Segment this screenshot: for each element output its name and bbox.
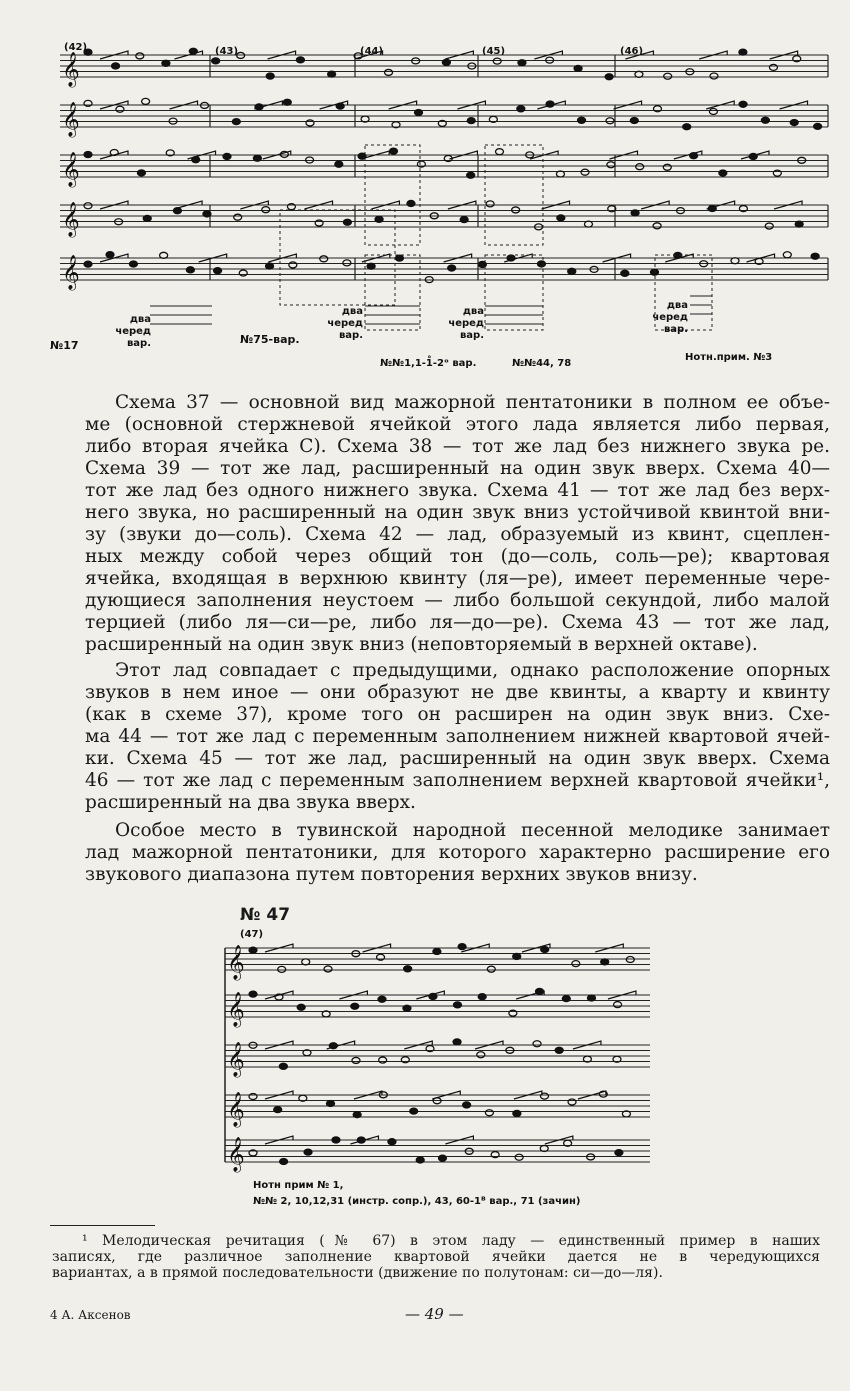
note-head	[306, 157, 314, 163]
note-head	[630, 118, 638, 124]
note-head	[601, 959, 609, 965]
note-head	[266, 73, 274, 79]
note-head	[487, 966, 495, 972]
note-head	[739, 101, 747, 107]
page-number: — 49 —	[405, 1305, 464, 1323]
note-head	[433, 949, 441, 955]
note-head	[533, 1041, 541, 1047]
example-label: № 47	[240, 905, 291, 925]
note-head	[761, 117, 769, 123]
note-head	[515, 1154, 523, 1160]
text-line: Особое место в тувинской народной песенной мелодике занимает	[115, 820, 830, 841]
note-head	[621, 270, 629, 276]
note-head	[395, 255, 403, 261]
treble-clef-icon: 𝄞	[227, 992, 245, 1027]
note-head	[719, 170, 727, 176]
text-line: расширенный на два звука вверх.	[85, 792, 416, 813]
note-head	[555, 1047, 563, 1053]
note-head	[478, 994, 486, 1000]
note-head	[375, 216, 383, 222]
note-head	[574, 65, 582, 71]
note-head	[541, 947, 549, 953]
note-head	[636, 164, 644, 170]
treble-clef-icon: 𝄞	[62, 102, 80, 137]
note-head	[203, 211, 211, 217]
note-head	[635, 71, 643, 77]
note-head	[388, 1139, 396, 1145]
example-caption-2: №№ 2, 10,12,31 (инстр. сопр.), 43, 60-1ᴮ вар., 71 (зачин)	[253, 1196, 581, 1207]
note-head	[512, 207, 520, 213]
note-head	[572, 961, 580, 967]
text-line: ме (основной стержневой ячейкой этого лада является либо первая,	[85, 414, 830, 435]
footnote-rule	[50, 1225, 155, 1226]
measure-number: (46)	[620, 46, 644, 57]
variant-label: два черед вар.	[652, 300, 688, 335]
text-line: зу (звуки до—соль). Схема 42 — лад, образуемый из квинт, сцеплен-	[85, 524, 830, 545]
note-head	[234, 214, 242, 220]
text-line: Схема 37 — основной вид мажорной пентатоники в полном ее объе-	[115, 392, 830, 413]
note-head	[129, 261, 137, 267]
footnote	[52, 1233, 820, 1281]
text-line: дующиеся заполнения неустоем — либо большой секундой, либо малой	[85, 590, 830, 611]
note-head	[283, 99, 291, 105]
measure-number: (42)	[64, 42, 88, 53]
note-head	[353, 1112, 361, 1118]
note-head	[683, 124, 691, 130]
note-head	[352, 1057, 360, 1063]
text-line: ма 44 — тот же лад с переменным заполнением нижней квартовой ячей-	[85, 726, 830, 747]
note-head	[513, 1110, 521, 1116]
note-head	[262, 207, 270, 213]
treble-clef-icon: 𝄞	[62, 202, 80, 237]
note-head	[517, 106, 525, 112]
note-head	[379, 1057, 387, 1063]
note-head	[287, 204, 295, 210]
note-head	[615, 1150, 623, 1156]
note-head	[739, 49, 747, 55]
treble-clef-icon: 𝄞	[227, 1092, 245, 1127]
treble-clef-icon: 𝄞	[227, 1042, 245, 1077]
note-head	[232, 119, 240, 125]
measure-number: (44)	[360, 46, 384, 57]
note-head	[274, 1107, 282, 1113]
text-line: терцией (либо ля—си—ре, либо ля—до—ре). Схема 43 — тот же лад,	[85, 612, 830, 633]
note-head	[467, 172, 475, 178]
note-head	[367, 263, 375, 269]
note-head	[335, 161, 343, 167]
note-head	[518, 60, 526, 66]
note-head	[112, 63, 120, 69]
note-head	[137, 170, 145, 176]
note-head	[537, 261, 545, 267]
note-head	[607, 162, 615, 168]
note-head	[306, 120, 314, 126]
note-head	[320, 256, 328, 262]
text-line: ячейка, входящая в верхнюю квинту (ля—ре), имеет переменные чере-	[85, 568, 830, 589]
treble-clef-icon: 𝄞	[62, 52, 80, 87]
note-head	[477, 1052, 485, 1058]
footnote-line: вариантах, а в прямой последовательности (движение по полутонам: си—до—ля).	[52, 1265, 663, 1281]
note-head	[811, 253, 819, 259]
note-head	[493, 58, 501, 64]
footnote-line: ¹ Мелодическая речитация (№ 67) в этом ладу — единственный пример в наших	[82, 1233, 820, 1249]
treble-clef-icon: 𝄞	[227, 1137, 245, 1172]
note-head	[304, 1149, 312, 1155]
treble-clef-icon: 𝄞	[62, 152, 80, 187]
note-head	[710, 73, 718, 79]
text-line: лад мажорной пентатоники, для которого характерно расширение его	[85, 842, 830, 863]
note-head	[513, 953, 521, 959]
note-head	[453, 1002, 461, 1008]
note-head	[142, 98, 150, 104]
note-head	[463, 1102, 471, 1108]
note-head	[584, 221, 592, 227]
note-head	[453, 1039, 461, 1045]
note-head	[557, 215, 565, 221]
note-head	[605, 74, 613, 80]
note-head	[351, 1003, 359, 1009]
text-line: либо вторая ячейка С). Схема 38 — тот же лад без нижнего звука ре.	[85, 436, 830, 457]
text-line: звуков в нем иное — они образуют не две квинты, а кварту и квинту	[85, 682, 830, 703]
note-head	[415, 110, 423, 116]
paragraph-3	[85, 820, 830, 886]
note-head	[385, 69, 393, 75]
note-head	[709, 109, 717, 115]
note-head	[814, 123, 822, 129]
note-head	[212, 58, 220, 64]
text-line: него звука, но расширенный на один звук вниз устойчивой квинтой вни-	[85, 502, 830, 523]
note-head	[631, 210, 639, 216]
note-head	[486, 201, 494, 207]
treble-clef-icon: 𝄞	[62, 255, 80, 290]
note-head	[84, 152, 92, 158]
note-head	[249, 1093, 257, 1099]
text-line: тот же лад без одного нижнего звука. Схема 41 — тот же лад без верх-	[85, 480, 830, 501]
note-head	[663, 164, 671, 170]
note-head	[279, 1063, 287, 1069]
note-head	[404, 966, 412, 972]
note-head	[653, 223, 661, 229]
note-head	[162, 60, 170, 66]
note-head	[214, 268, 222, 274]
caption-notn: Нотн.прим. №3	[685, 352, 773, 363]
note-head	[296, 57, 304, 63]
note-head	[650, 269, 658, 275]
measure-number: (45)	[482, 46, 506, 57]
note-head	[116, 106, 124, 112]
paragraph-2	[85, 660, 830, 814]
note-head	[280, 1159, 288, 1165]
note-head	[84, 261, 92, 267]
note-head	[143, 215, 151, 221]
note-head	[136, 53, 144, 59]
variant-label: два черед вар.	[448, 306, 484, 341]
note-head	[389, 148, 397, 154]
note-head	[568, 1099, 576, 1105]
example-caption-1: Нотн прим № 1,	[253, 1180, 344, 1191]
note-head	[289, 262, 297, 268]
caption-no75: №75-вар.	[240, 333, 300, 346]
note-head	[731, 258, 739, 264]
note-head	[587, 995, 595, 1001]
note-head	[332, 1137, 340, 1143]
note-head	[378, 996, 386, 1002]
note-head	[407, 200, 415, 206]
note-head	[769, 64, 777, 70]
note-head	[160, 252, 168, 258]
note-head	[410, 1108, 418, 1114]
note-head	[343, 260, 351, 266]
note-head	[223, 153, 231, 159]
text-line: Этот лад совпадает с предыдущими, однако расположение опорных	[115, 660, 830, 681]
note-head	[783, 252, 791, 258]
note-head	[578, 117, 586, 123]
text-line: 46 — тот же лад с переменным заполнением верхней квартовой ячейки¹,	[85, 770, 830, 791]
measure-number: (43)	[215, 46, 239, 57]
measure-number: (47)	[240, 929, 264, 940]
note-head	[266, 263, 274, 269]
note-head	[253, 155, 261, 161]
note-head	[790, 120, 798, 126]
note-head	[324, 966, 332, 972]
note-head	[278, 966, 286, 972]
footnote-line: записях, где различное заполнение квартовой ячейки дается не в чередующихся	[52, 1249, 820, 1265]
text-line: звукового диапазона путем повторения верхних звуков внизу.	[85, 864, 698, 885]
note-head	[795, 221, 803, 227]
note-head	[562, 996, 570, 1002]
note-head	[568, 268, 576, 274]
note-head	[249, 991, 257, 997]
text-line: ных между собой через общий тон (до—соль, соль—ре); квартовая	[85, 546, 830, 567]
text-line: Схема 39 — тот же лад, расширенный на один звук вверх. Схема 40—	[85, 458, 830, 479]
text-line: (как в схеме 37), кроме того он расширен на один звук вниз. Схе-	[85, 704, 830, 725]
note-head	[438, 1155, 446, 1161]
variant-box	[485, 255, 543, 330]
note-head	[84, 203, 92, 209]
treble-clef-icon: 𝄞	[227, 945, 245, 980]
note-head	[485, 1110, 493, 1116]
signature-mark: 4 А. Аксенов	[50, 1308, 131, 1322]
variant-label: два черед вар.	[115, 314, 151, 349]
variant-label: два черед вар.	[327, 306, 363, 341]
note-head	[186, 267, 194, 273]
note-head	[106, 252, 114, 258]
note-head	[327, 1101, 335, 1107]
note-head	[442, 59, 450, 65]
note-head	[458, 944, 466, 950]
note-head	[606, 118, 614, 124]
note-head	[328, 71, 336, 77]
note-head	[297, 1004, 305, 1010]
caption-no17: №17	[50, 339, 79, 352]
note-head	[581, 169, 589, 175]
note-head	[467, 118, 475, 124]
caption-nono1: №№1,1-1̊-2ᵒ вар.	[380, 358, 477, 369]
note-head	[664, 73, 672, 79]
note-head	[765, 223, 773, 229]
note-head	[315, 220, 323, 226]
paragraph-1	[85, 392, 830, 656]
caption-nono44: №№44, 78	[512, 358, 572, 369]
note-head	[343, 219, 351, 225]
note-head	[448, 265, 456, 271]
note-head	[416, 1157, 424, 1163]
note-head	[495, 149, 503, 155]
note-head	[460, 217, 468, 223]
note-head	[249, 947, 257, 953]
text-line: расширенный на один звук вниз (неповторяемый в верхней октаве).	[85, 634, 758, 655]
note-head	[614, 1002, 622, 1008]
note-head	[403, 1005, 411, 1011]
note-head	[239, 270, 247, 276]
text-line: ки. Схема 45 — тот же лад, расширенный на один звук вверх. Схема	[85, 748, 830, 769]
